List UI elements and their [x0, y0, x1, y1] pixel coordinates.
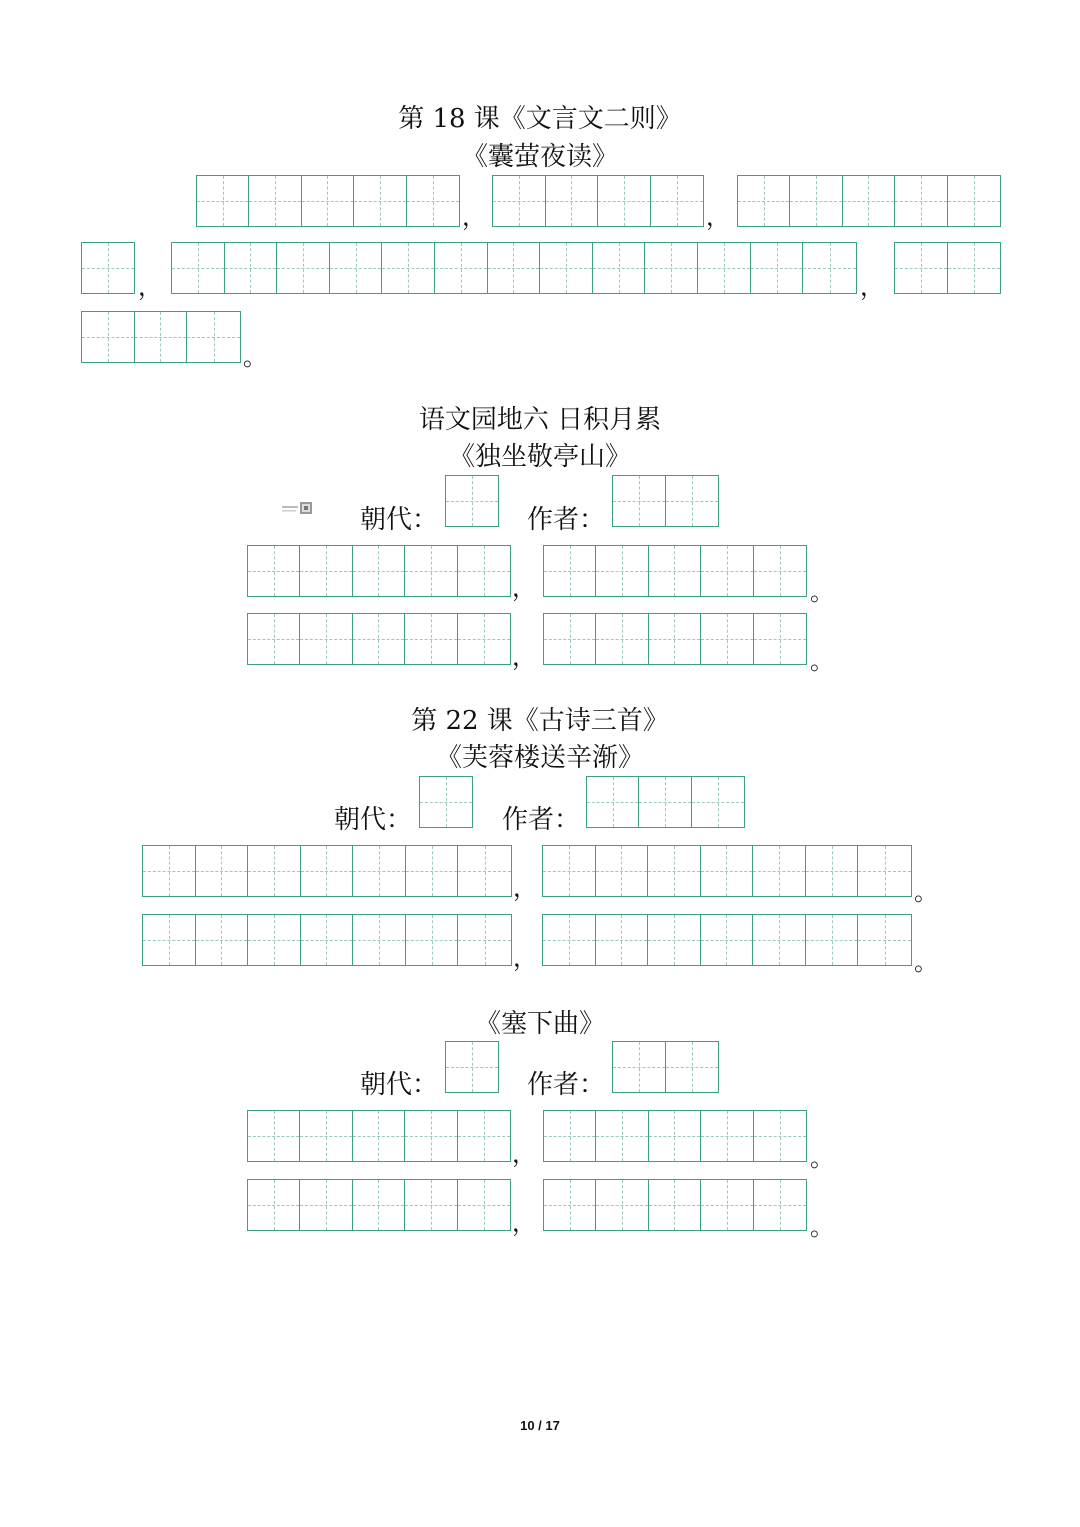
dynasty-grid[interactable]: [445, 475, 499, 527]
writing-cell[interactable]: [405, 614, 457, 664]
writing-cell[interactable]: [666, 476, 719, 526]
writing-grid[interactable]: [81, 311, 241, 363]
writing-cell[interactable]: [248, 846, 301, 896]
comma: ，: [462, 203, 486, 231]
writing-cell[interactable]: [353, 915, 406, 965]
period: 。: [810, 1144, 834, 1172]
writing-grid[interactable]: [737, 175, 1001, 227]
comma: ，: [706, 203, 730, 231]
comma: ，: [512, 574, 536, 602]
writing-cell[interactable]: [544, 546, 596, 596]
writing-cell[interactable]: [596, 846, 649, 896]
writing-cell[interactable]: [435, 243, 488, 293]
writing-cell[interactable]: [143, 915, 196, 965]
writing-cell[interactable]: [751, 243, 804, 293]
writing-cell[interactable]: [405, 1111, 457, 1161]
writing-cell[interactable]: [248, 1111, 300, 1161]
writing-cell[interactable]: [248, 1180, 300, 1230]
writing-cell[interactable]: [593, 243, 646, 293]
writing-cell[interactable]: [458, 915, 511, 965]
writing-cell[interactable]: [300, 1180, 352, 1230]
writing-cell[interactable]: [544, 614, 596, 664]
writing-cell[interactable]: [753, 846, 806, 896]
writing-cell[interactable]: [196, 915, 249, 965]
writing-grid[interactable]: [142, 845, 512, 897]
writing-cell[interactable]: [803, 243, 856, 293]
writing-cell[interactable]: [948, 176, 1000, 226]
comma: ，: [513, 874, 537, 902]
writing-cell[interactable]: [649, 1180, 701, 1230]
lesson-title-18: 第 18 课《文言文二则》: [398, 104, 682, 134]
writing-cell[interactable]: [540, 243, 593, 293]
period: 。: [243, 343, 267, 371]
writing-cell[interactable]: [406, 846, 459, 896]
writing-cell[interactable]: [895, 176, 947, 226]
writing-cell[interactable]: [544, 1180, 596, 1230]
writing-cell[interactable]: [596, 1180, 648, 1230]
poem-title-dzjts: 《独坐敬亭山》: [448, 442, 631, 472]
writing-cell[interactable]: [172, 243, 225, 293]
period: 。: [914, 878, 938, 906]
writing-cell[interactable]: [407, 176, 459, 226]
lesson-title-22: 第 22 课《古诗三首》: [411, 706, 669, 736]
writing-cell[interactable]: [420, 777, 472, 827]
writing-grid[interactable]: [171, 242, 857, 294]
writing-cell[interactable]: [754, 1180, 806, 1230]
writing-cell[interactable]: [458, 614, 510, 664]
writing-cell[interactable]: [843, 176, 895, 226]
writing-cell[interactable]: [895, 243, 948, 293]
writing-grid[interactable]: [542, 845, 912, 897]
writing-cell[interactable]: [701, 1180, 753, 1230]
writing-grid[interactable]: [247, 1110, 511, 1162]
page-number: 10 / 17: [520, 1418, 560, 1433]
comma: ，: [860, 273, 884, 301]
poem-title-nangying: 《囊萤夜读》: [461, 142, 618, 172]
writing-cell[interactable]: [248, 546, 300, 596]
writing-cell[interactable]: [598, 176, 651, 226]
writing-cell[interactable]: [596, 614, 648, 664]
writing-cell[interactable]: [353, 1111, 405, 1161]
writing-cell[interactable]: [405, 546, 457, 596]
writing-cell[interactable]: [701, 546, 753, 596]
writing-cell[interactable]: [692, 777, 744, 827]
writing-cell[interactable]: [353, 846, 406, 896]
writing-cell[interactable]: [613, 476, 666, 526]
writing-cell[interactable]: [302, 176, 354, 226]
dynasty-grid[interactable]: [445, 1041, 499, 1093]
author-label: 作者：: [527, 505, 606, 535]
writing-cell[interactable]: [488, 243, 541, 293]
writing-cell[interactable]: [446, 476, 498, 526]
writing-cell[interactable]: [613, 1042, 666, 1092]
period: 。: [810, 578, 834, 606]
writing-cell[interactable]: [649, 546, 701, 596]
writing-cell[interactable]: [330, 243, 383, 293]
writing-cell[interactable]: [738, 176, 790, 226]
writing-cell[interactable]: [948, 243, 1001, 293]
writing-grid[interactable]: [142, 914, 512, 966]
dynasty-label: 朝代：: [360, 505, 439, 535]
writing-cell[interactable]: [645, 243, 698, 293]
writing-cell[interactable]: [446, 1042, 498, 1092]
writing-cell[interactable]: [543, 915, 596, 965]
author-grid[interactable]: [586, 776, 745, 828]
writing-cell[interactable]: [651, 176, 704, 226]
writing-grid[interactable]: [81, 242, 135, 294]
writing-cell[interactable]: [353, 546, 405, 596]
dynasty-grid[interactable]: [419, 776, 473, 828]
writing-cell[interactable]: [753, 915, 806, 965]
writing-grid[interactable]: [247, 613, 511, 665]
writing-cell[interactable]: [587, 777, 639, 827]
writing-cell[interactable]: [701, 614, 753, 664]
writing-cell[interactable]: [543, 846, 596, 896]
writing-cell[interactable]: [858, 846, 911, 896]
writing-cell[interactable]: [458, 546, 510, 596]
writing-cell[interactable]: [301, 915, 354, 965]
writing-cell[interactable]: [806, 846, 859, 896]
writing-cell[interactable]: [698, 243, 751, 293]
comma: ，: [512, 643, 536, 671]
writing-grid[interactable]: [492, 175, 704, 227]
writing-cell[interactable]: [277, 243, 330, 293]
writing-grid[interactable]: [894, 242, 1001, 294]
writing-cell[interactable]: [639, 777, 691, 827]
writing-cell[interactable]: [300, 614, 352, 664]
writing-cell[interactable]: [790, 176, 842, 226]
writing-cell[interactable]: [649, 1111, 701, 1161]
writing-cell[interactable]: [546, 176, 599, 226]
writing-grid[interactable]: [247, 545, 511, 597]
author-grid[interactable]: [612, 1041, 719, 1093]
writing-cell[interactable]: [666, 1042, 719, 1092]
writing-cell[interactable]: [648, 846, 701, 896]
author-label: 作者：: [502, 805, 581, 835]
writing-cell[interactable]: [406, 915, 459, 965]
writing-cell[interactable]: [493, 176, 546, 226]
writing-cell[interactable]: [249, 176, 301, 226]
writing-cell[interactable]: [300, 1111, 352, 1161]
dynasty-label: 朝代：: [334, 805, 413, 835]
comma: ，: [138, 273, 162, 301]
writing-cell[interactable]: [458, 846, 511, 896]
writing-cell[interactable]: [248, 614, 300, 664]
writing-cell[interactable]: [858, 915, 911, 965]
writing-cell[interactable]: [82, 312, 135, 362]
writing-cell[interactable]: [701, 846, 754, 896]
lesson-title-garden-6: 语文园地六 日积月累: [418, 405, 662, 435]
dynasty-label: 朝代：: [360, 1070, 439, 1100]
writing-cell[interactable]: [544, 1111, 596, 1161]
writing-cell[interactable]: [701, 1111, 753, 1161]
writing-cell[interactable]: [405, 1180, 457, 1230]
writing-grid[interactable]: [543, 1110, 807, 1162]
writing-grid[interactable]: [543, 1179, 807, 1231]
writing-cell[interactable]: [354, 176, 406, 226]
comma: ，: [513, 944, 537, 972]
author-label: 作者：: [527, 1070, 606, 1100]
comma: ，: [512, 1209, 536, 1237]
writing-cell[interactable]: [596, 546, 648, 596]
writing-cell[interactable]: [353, 614, 405, 664]
writing-cell[interactable]: [596, 915, 649, 965]
qr-code-icon: [282, 500, 312, 514]
writing-cell[interactable]: [225, 243, 278, 293]
poem-title-saixiaqu: 《塞下曲》: [474, 1009, 605, 1039]
writing-cell[interactable]: [135, 312, 188, 362]
writing-grid[interactable]: [247, 1179, 511, 1231]
writing-cell[interactable]: [458, 1180, 510, 1230]
writing-cell[interactable]: [648, 915, 701, 965]
writing-cell[interactable]: [754, 1111, 806, 1161]
writing-cell[interactable]: [187, 312, 240, 362]
writing-cell[interactable]: [701, 915, 754, 965]
writing-cell[interactable]: [458, 1111, 510, 1161]
writing-grid[interactable]: [542, 914, 912, 966]
period: 。: [914, 948, 938, 976]
comma: ，: [512, 1140, 536, 1168]
poem-title-frlsxj: 《芙蓉楼送辛渐》: [435, 743, 644, 773]
period: 。: [810, 1213, 834, 1241]
writing-cell[interactable]: [382, 243, 435, 293]
writing-grid[interactable]: [196, 175, 460, 227]
writing-cell[interactable]: [754, 546, 806, 596]
writing-cell[interactable]: [82, 243, 134, 293]
period: 。: [810, 647, 834, 675]
writing-cell[interactable]: [649, 614, 701, 664]
writing-cell[interactable]: [301, 846, 354, 896]
writing-grid[interactable]: [543, 545, 807, 597]
writing-grid[interactable]: [543, 613, 807, 665]
writing-cell[interactable]: [248, 915, 301, 965]
writing-cell[interactable]: [353, 1180, 405, 1230]
writing-cell[interactable]: [596, 1111, 648, 1161]
writing-cell[interactable]: [754, 614, 806, 664]
writing-cell[interactable]: [197, 176, 249, 226]
author-grid[interactable]: [612, 475, 719, 527]
writing-cell[interactable]: [806, 915, 859, 965]
writing-cell[interactable]: [300, 546, 352, 596]
writing-cell[interactable]: [196, 846, 249, 896]
writing-cell[interactable]: [143, 846, 196, 896]
